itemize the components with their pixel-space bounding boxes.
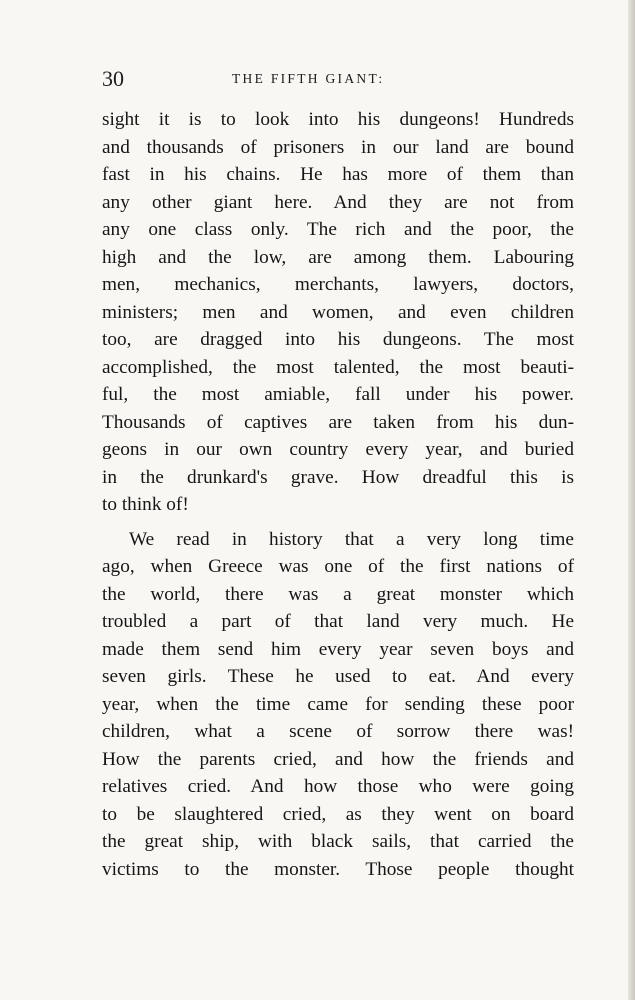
text-line: seven girls. These he used to eat. And every bbox=[102, 666, 574, 687]
page-number: 30 bbox=[102, 66, 124, 91]
page-edge-shadow bbox=[628, 0, 635, 1000]
text-line: How the parents cried, and how the friends and bbox=[102, 748, 574, 770]
text-line: Thousands of captives are taken from his dun- bbox=[102, 411, 574, 433]
text-line: fast in his chains. He has more of them than bbox=[102, 164, 574, 185]
paragraph-2 bbox=[102, 526, 574, 884]
text-line: ministers; men and women, and even children bbox=[102, 301, 574, 323]
text-line: men, mechanics, merchants, lawyers, doctors, bbox=[102, 274, 574, 295]
page-header bbox=[102, 63, 574, 95]
text-line: sight it is to look into his dungeons! Hundreds bbox=[102, 109, 574, 130]
text-line: victims to the monster. Those people thought bbox=[102, 858, 574, 880]
body-text bbox=[102, 106, 574, 883]
text-line: to think of! bbox=[102, 494, 189, 515]
text-line: any other giant here. And they are not from bbox=[102, 191, 574, 213]
paragraph-1 bbox=[102, 106, 574, 519]
text-line: the great ship, with black sails, that carried the bbox=[102, 831, 574, 852]
text-line: the world, there was a great monster which bbox=[102, 583, 574, 605]
text-line: in the drunkard's grave. How dreadful this is bbox=[102, 466, 574, 488]
text-line: made them send him every year seven boys and bbox=[102, 638, 574, 660]
text-line: accomplished, the most talented, the most beauti- bbox=[102, 356, 574, 378]
paragraph-gap bbox=[102, 519, 574, 526]
text-line: children, what a scene of sorrow there was! bbox=[102, 721, 574, 742]
text-line: We read in history that a very long time bbox=[129, 528, 574, 550]
text-line: troubled a part of that land very much. He bbox=[102, 611, 574, 632]
text-line: relatives cried. And how those who were going bbox=[102, 776, 574, 797]
text-line: geons in our own country every year, and buried bbox=[102, 439, 574, 460]
text-line: any one class only. The rich and the poor, the bbox=[102, 219, 574, 240]
text-line: too, are dragged into his dungeons. The most bbox=[102, 329, 574, 350]
text-line: to be slaughtered cried, as they went on board bbox=[102, 803, 574, 825]
text-line: high and the low, are among them. Labouring bbox=[102, 246, 574, 268]
text-line: and thousands of prisoners in our land are bound bbox=[102, 136, 574, 158]
running-title: THE FIFTH GIANT: bbox=[232, 71, 385, 86]
text-line: year, when the time came for sending these poor bbox=[102, 693, 574, 715]
text-line: ful, the most amiable, fall under his power. bbox=[102, 384, 574, 405]
text-line: ago, when Greece was one of the first nations of bbox=[102, 556, 574, 577]
